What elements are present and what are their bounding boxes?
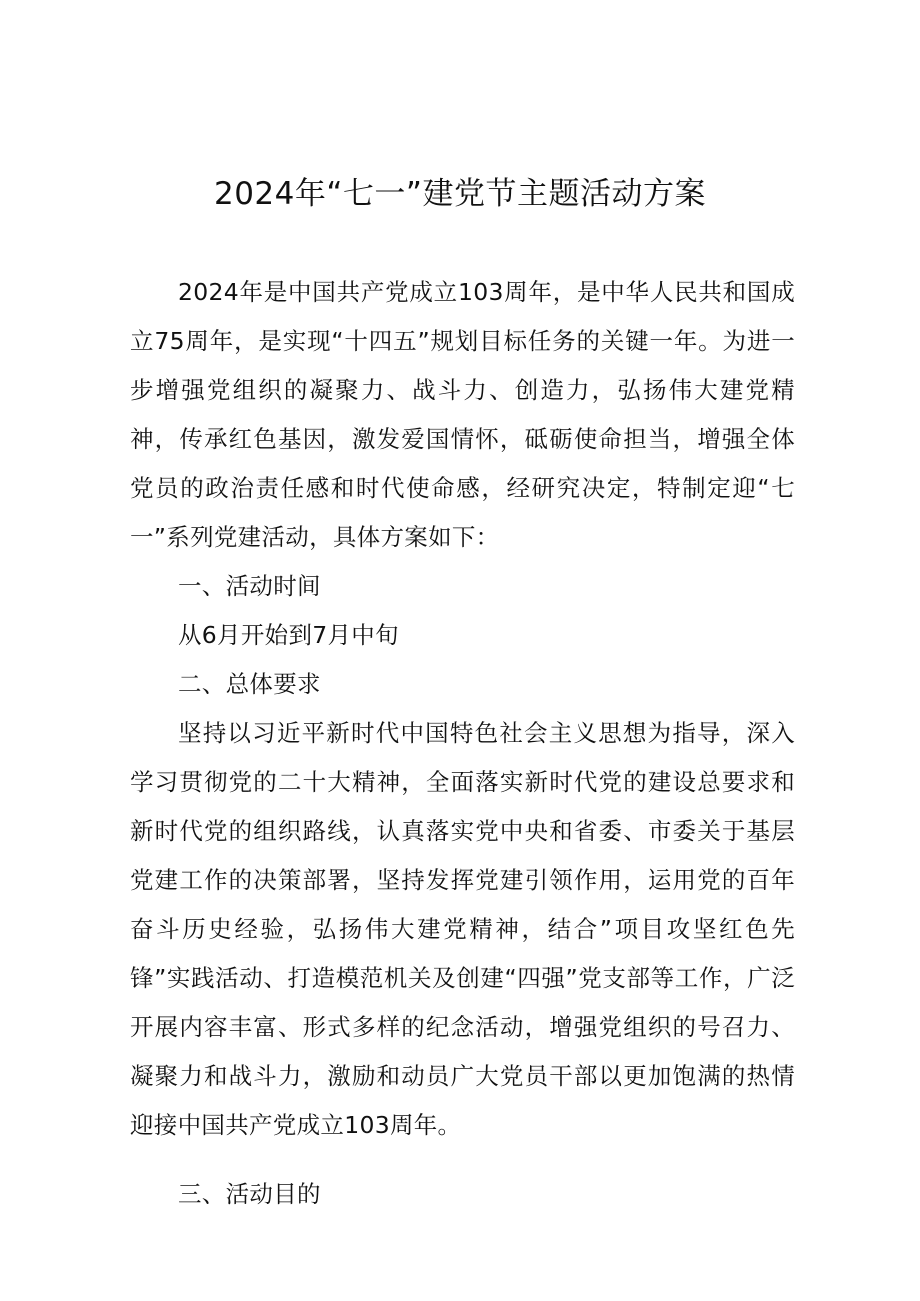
section-heading-activity-purpose: 三、活动目的	[178, 1180, 321, 1208]
section-heading-activity-time: 一、活动时间	[178, 572, 321, 600]
intro-paragraph: 2024年是中国共产党成立103周年，是中华人民共和国成立75周年，是实现“十四五”规划目标任务的关键一年。为进一步增强党组织的凝聚力、战斗力、创造力，弘扬伟大建党精神，传承红色基因，激发爱国情怀，砥砺使命担当，增强全体党员的政治责任感和时代使命感，经研究决定，特制定迎“七一”系列党建活动，具体方案如下：	[130, 278, 795, 551]
activity-time-paragraph: 从6月开始到7月中旬	[178, 621, 399, 649]
document-title: 2024年“七一”建党节主题活动方案	[213, 176, 706, 212]
document-body	[130, 268, 795, 1219]
general-requirements-paragraph: 坚持以习近平新时代中国特色社会主义思想为指导，深入学习贯彻党的二十大精神，全面落实新时代党的建设总要求和新时代党的组织路线，认真落实党中央和省委、市委关于基层党建工作的决策部署，坚持发挥党建引领作用，运用党的百年奋斗历史经验，弘扬伟大建党精神，结合”项目攻坚红色先锋”实践活动、打造模范机关及创建“四强”党支部等工作，广泛开展内容丰富、形式多样的纪念活动，增强党组织的号召力、凝聚力和战斗力，激励和动员广大党员干部以更加饱满的热情迎接中国共产党成立103周年。	[130, 719, 795, 1139]
section-heading-general-requirements: 二、总体要求	[178, 670, 321, 698]
